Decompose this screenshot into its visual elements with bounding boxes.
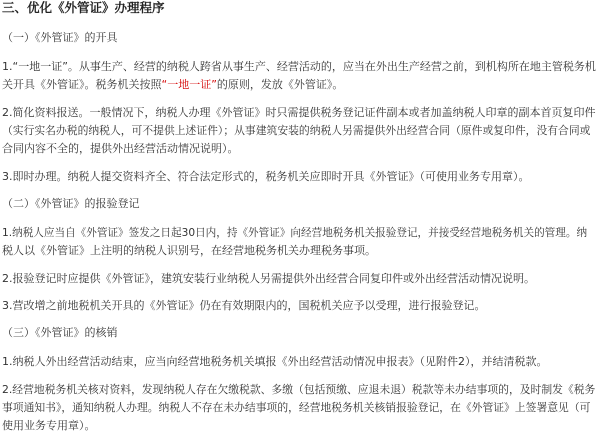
section-heading: 三、优化《外管证》办理程序 bbox=[2, 0, 165, 15]
paragraph-line: 1.纳税人应当自《外管证》签发之日起30日内，持《外管证》向经营地税务机关报验登记，并接受经营地税务机关的管理。纳 bbox=[2, 227, 588, 239]
highlighted-text: “一地一证” bbox=[161, 78, 217, 91]
paragraph-line: 使用业务专用章）。 bbox=[2, 419, 96, 432]
text-span: 的原则，发放《外管证》。 bbox=[216, 78, 344, 91]
paragraph-line: 1.纳税人外出经营活动结束，应当向经营地税务机关填报《外出经营活动情况申报表》（见附件2），并结清税款。 bbox=[2, 355, 548, 368]
paragraph-line: 2.简化资料报送。一般情况下，纳税人办理《外管证》时只需提供税务登记证件副本或者加盖纳税人印章的副本首页复印件 bbox=[2, 106, 596, 119]
paragraph-line: 1.“一地一证”。从事生产、经营的纳税人跨省从事生产、经营活动的，应当在外出生产经营之前，到机构所在地主管税务机 bbox=[2, 60, 596, 73]
paragraph-line: 2.经营地税务机关核对资料，发现纳税人存在欠缴税款、多缴（包括预缴、应退未退）税款等未办结事项的，及时制发《税务 bbox=[2, 383, 596, 396]
subsection-title-registration: （二）《外管证》的报验登记 bbox=[2, 197, 140, 210]
paragraph-line: （实行实名办税的纳税人，可不提供上述证件）；从事建筑安装的纳税人另需提供外出经营合同（原件或复印件，没有合同或 bbox=[2, 124, 591, 137]
paragraph-line: 2.报验登记时应提供《外管证》，建筑安装行业纳税人另需提供外出经营合同复印件或外出经营活动情况说明。 bbox=[2, 272, 535, 285]
paragraph-line bbox=[2, 76, 343, 94]
paragraph-line: 事项通知书》，通知纳税人办理。纳税人不存在未办结事项的，经营地税务机关核销报验登记，在《外管证》上签署意见（可 bbox=[2, 401, 591, 414]
subsection-title-cancellation: （三）《外管证》的核销 bbox=[2, 326, 118, 339]
text-span: 关开具《外管证》。税务机关按照 bbox=[2, 78, 162, 91]
paragraph-line: 税人以《外管证》上注明的纳税人识别号，在经营地税务机关办理税务事项。 bbox=[2, 244, 376, 257]
paragraph-line: 3.即时办理。纳税人提交资料齐全、符合法定形式的，税务机关应即时开具《外管证》（可使用业务专用章）。 bbox=[2, 170, 530, 183]
paragraph-line: 3.营改增之前地税机关开具的《外管证》仍在有效期限内的，国税机关应予以受理，进行报验登记。 bbox=[2, 299, 486, 312]
paragraph-line: 合同内容不全的，提供外出经营活动情况说明）。 bbox=[2, 142, 239, 155]
subsection-title-issuance: （一）《外管证》的开具 bbox=[2, 31, 118, 44]
